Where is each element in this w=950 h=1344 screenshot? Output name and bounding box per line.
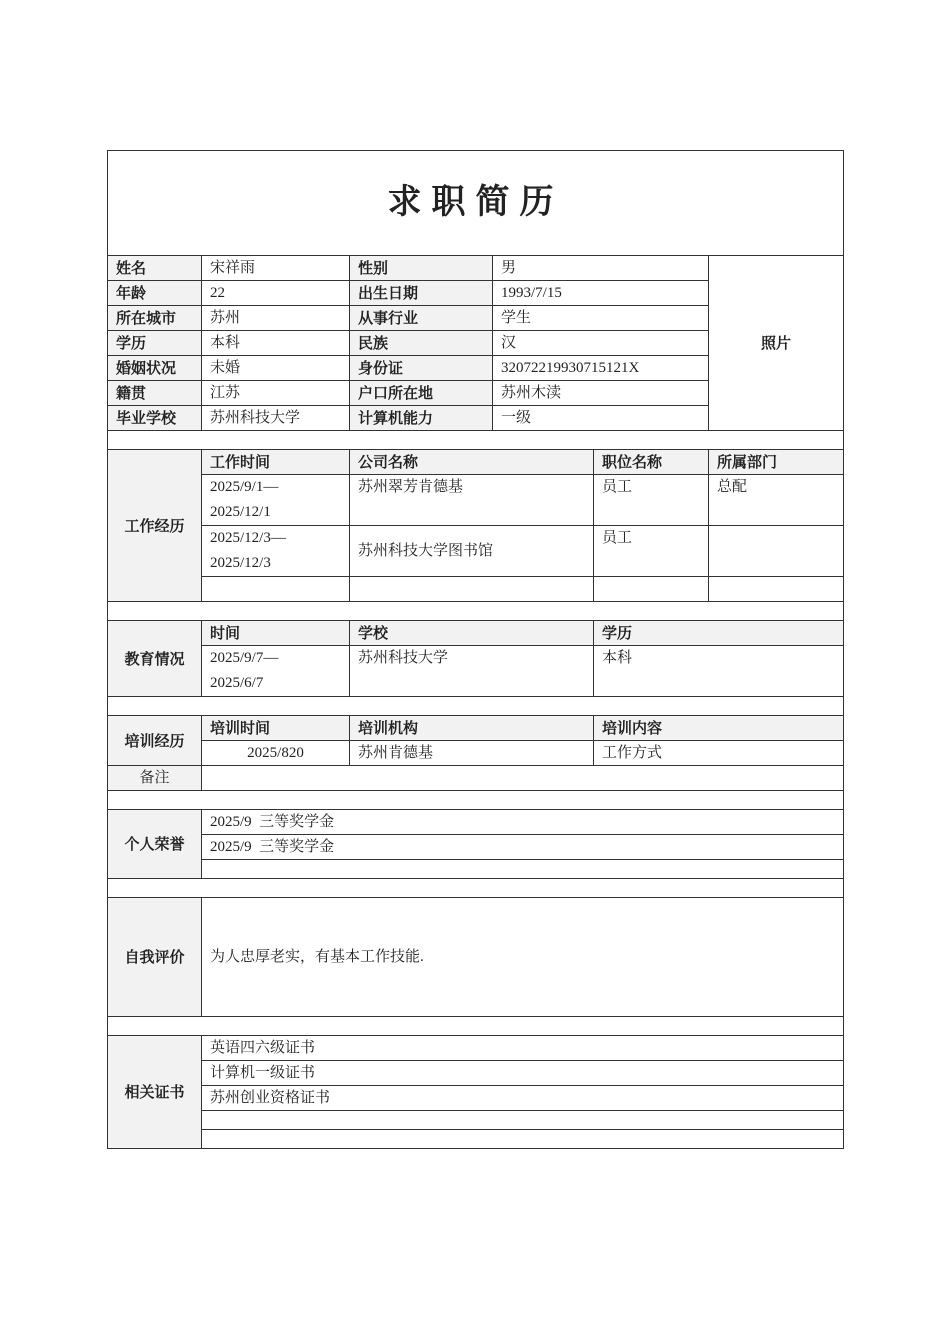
training-section-label: 培训经历 xyxy=(108,716,202,766)
training-header-org: 培训机构 xyxy=(350,716,594,741)
resume-table xyxy=(107,150,844,1149)
work-dept xyxy=(709,526,844,577)
certificates-section-label: 相关证书 xyxy=(108,1036,202,1149)
origin-label: 籍贯 xyxy=(108,381,202,406)
school-value: 苏州科技大学 xyxy=(202,406,350,431)
edu-header-time: 时间 xyxy=(202,621,350,646)
training-header-content: 培训内容 xyxy=(594,716,844,741)
spacer-row xyxy=(108,602,844,621)
marital-value: 未婚 xyxy=(202,356,350,381)
spacer-row xyxy=(108,879,844,898)
birth-label: 出生日期 xyxy=(350,281,493,306)
certificate-item xyxy=(202,1111,844,1130)
table-row xyxy=(108,646,844,697)
table-row xyxy=(108,577,844,602)
name-value: 宋祥雨 xyxy=(202,256,350,281)
origin-value: 江苏 xyxy=(202,381,350,406)
work-time-cell xyxy=(202,526,350,577)
age-label: 年龄 xyxy=(108,281,202,306)
work-company: 苏州科技大学图书馆 xyxy=(350,526,594,577)
work-time-start: 2025/12/3— xyxy=(210,530,286,546)
gender-label: 性别 xyxy=(350,256,493,281)
work-header-company: 公司名称 xyxy=(350,450,594,475)
computer-value: 一级 xyxy=(493,406,709,431)
edu-header-school: 学校 xyxy=(350,621,594,646)
training-header-time: 培训时间 xyxy=(202,716,350,741)
ethnicity-value: 汉 xyxy=(493,331,709,356)
remarks-label: 备注 xyxy=(108,766,202,791)
industry-value: 学生 xyxy=(493,306,709,331)
spacer-row xyxy=(108,1017,844,1036)
industry-label: 从事行业 xyxy=(350,306,493,331)
table-row xyxy=(108,475,844,526)
certificate-item xyxy=(202,1130,844,1149)
work-company: 苏州翠芳肯德基 xyxy=(350,475,594,526)
degree-value: 本科 xyxy=(202,331,350,356)
empty-cell xyxy=(594,577,709,602)
work-time-end: 2025/12/1 xyxy=(210,504,271,520)
honor-item: 2025/9 三等奖学金 xyxy=(202,810,844,835)
honors-section-label: 个人荣誉 xyxy=(108,810,202,879)
ethnicity-label: 民族 xyxy=(350,331,493,356)
empty-cell xyxy=(202,577,350,602)
training-time: 2025/820 xyxy=(202,741,350,766)
certificate-item: 苏州创业资格证书 xyxy=(202,1086,844,1111)
edu-time-cell xyxy=(202,646,350,697)
hukou-label: 户口所在地 xyxy=(350,381,493,406)
remarks-value xyxy=(202,766,844,791)
edu-time-end: 2025/6/7 xyxy=(210,675,264,691)
age-value: 22 xyxy=(202,281,350,306)
training-org: 苏州肯德基 xyxy=(350,741,594,766)
edu-degree: 本科 xyxy=(594,646,844,697)
resume-sheet xyxy=(107,150,843,1149)
certificate-item: 英语四六级证书 xyxy=(202,1036,844,1061)
birth-value: 1993/7/15 xyxy=(493,281,709,306)
work-time-end: 2025/12/3 xyxy=(210,555,271,571)
degree-label: 学历 xyxy=(108,331,202,356)
honor-item xyxy=(202,860,844,879)
marital-label: 婚姻状况 xyxy=(108,356,202,381)
edu-header-degree: 学历 xyxy=(594,621,844,646)
id-value: 32072219930715121X xyxy=(493,356,709,381)
spacer-row xyxy=(108,791,844,810)
city-label: 所在城市 xyxy=(108,306,202,331)
school-label: 毕业学校 xyxy=(108,406,202,431)
gender-value: 男 xyxy=(493,256,709,281)
work-time-start: 2025/9/1— xyxy=(210,479,279,495)
computer-label: 计算机能力 xyxy=(350,406,493,431)
table-row xyxy=(108,526,844,577)
self-eval-text: 为人忠厚老实，有基本工作技能. xyxy=(202,898,844,1017)
work-header-dept: 所属部门 xyxy=(709,450,844,475)
work-section-label: 工作经历 xyxy=(108,450,202,602)
work-position: 员工 xyxy=(594,475,709,526)
spacer-row xyxy=(108,697,844,716)
empty-cell xyxy=(350,577,594,602)
city-value: 苏州 xyxy=(202,306,350,331)
education-section-label: 教育情况 xyxy=(108,621,202,697)
name-label: 姓名 xyxy=(108,256,202,281)
work-position: 员工 xyxy=(594,526,709,577)
hukou-value: 苏州木渎 xyxy=(493,381,709,406)
spacer-row xyxy=(108,431,844,450)
id-label: 身份证 xyxy=(350,356,493,381)
work-time-cell xyxy=(202,475,350,526)
work-header-position: 职位名称 xyxy=(594,450,709,475)
work-header-time: 工作时间 xyxy=(202,450,350,475)
table-row xyxy=(108,741,844,766)
photo-placeholder: 照片 xyxy=(709,256,844,431)
empty-cell xyxy=(709,577,844,602)
honor-item: 2025/9 三等奖学金 xyxy=(202,835,844,860)
edu-time-start: 2025/9/7— xyxy=(210,650,279,666)
training-content: 工作方式 xyxy=(594,741,844,766)
certificate-item: 计算机一级证书 xyxy=(202,1061,844,1086)
edu-school: 苏州科技大学 xyxy=(350,646,594,697)
page-title: 求职简历 xyxy=(108,151,844,256)
self-eval-section-label: 自我评价 xyxy=(108,898,202,1017)
work-dept: 总配 xyxy=(709,475,844,526)
